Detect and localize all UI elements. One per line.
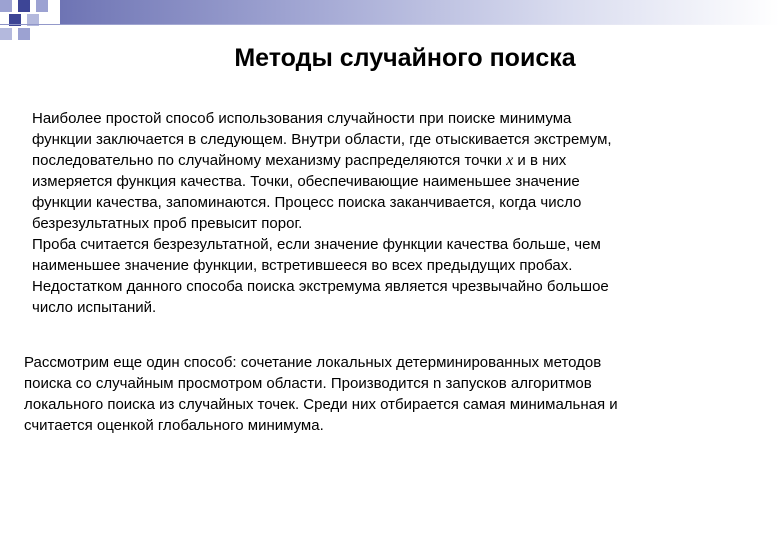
slide-title: Методы случайного поиска xyxy=(234,44,576,72)
text-fragment: и в них xyxy=(513,152,567,169)
text-line: наименьшее значение функции, встретившееся во всех предыдущих пробах. xyxy=(32,257,573,274)
text-line: локального поиска из случайных точек. Среди них отбирается самая минимальная и xyxy=(24,396,618,413)
text-line: безрезультатных проб превысит порог. xyxy=(32,215,303,232)
text-line: функции заключается в следующем. Внутри области, где отыскивается экстремум, xyxy=(32,131,612,148)
text-line: Наиболее простой способ использования случайности при поиске минимума xyxy=(32,110,572,127)
text-line: функции качества, запоминаются. Процесс поиска заканчивается, когда число xyxy=(32,194,582,211)
text-line: считается оценкой глобального минимума. xyxy=(24,417,324,434)
paragraph-random-search xyxy=(32,108,612,318)
header-gradient-banner xyxy=(60,0,780,24)
text-line: измеряется функция качества. Точки, обеспечивающие наименьшее значение xyxy=(32,173,580,190)
math-variable-x: x xyxy=(506,152,514,169)
paragraph-combined-method xyxy=(24,352,618,436)
text-line-with-variable xyxy=(32,150,612,171)
text-line: Рассмотрим еще один способ: сочетание локальных детерминированных методов xyxy=(24,354,602,371)
text-line: число испытаний. xyxy=(32,299,157,316)
header-divider-line xyxy=(0,24,780,25)
text-line: Недостатком данного способа поиска экстремума является чрезвычайно большое xyxy=(32,278,609,295)
text-line: Проба считается безрезультатной, если значение функции качества больше, чем xyxy=(32,236,601,253)
text-line: поиска со случайным просмотром области. Производится n запусков алгоритмов xyxy=(24,375,592,392)
text-fragment: последовательно по случайному механизму распределяются точки xyxy=(32,152,507,169)
